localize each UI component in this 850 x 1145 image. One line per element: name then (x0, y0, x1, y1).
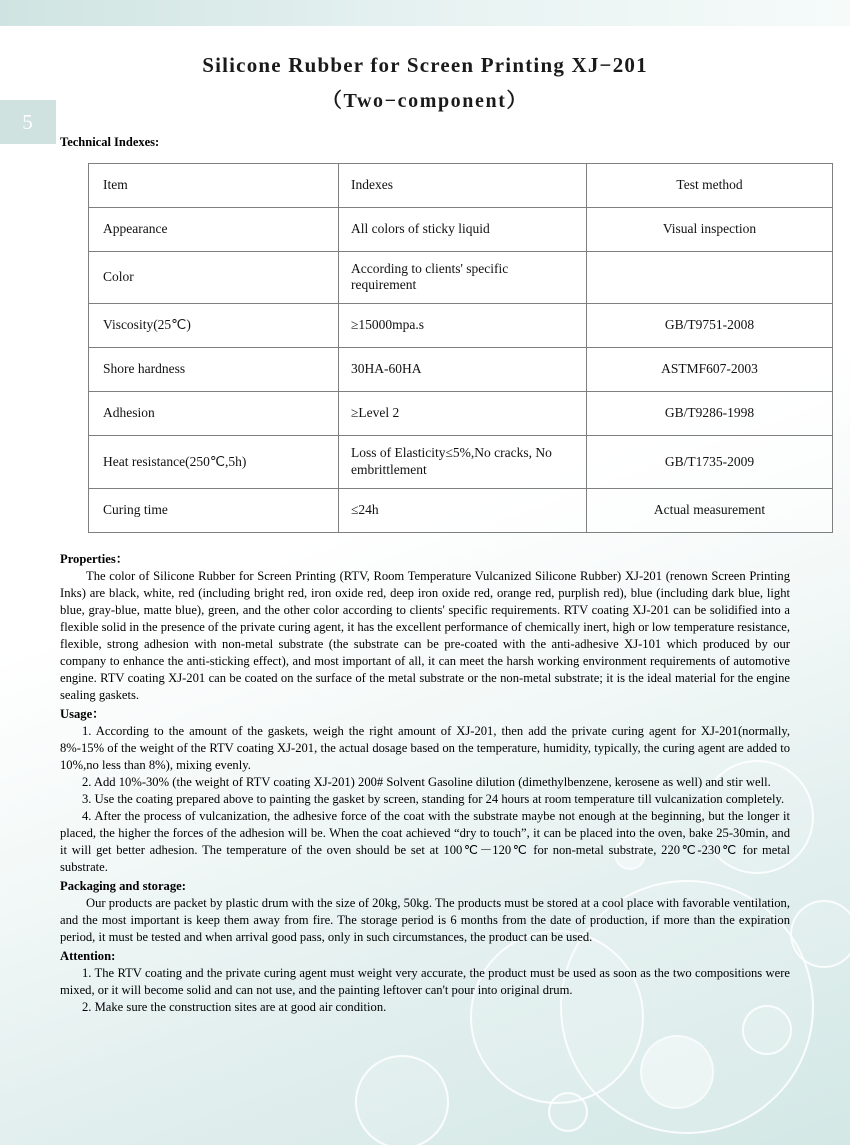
cell-index: ≥15000mpa.s (339, 304, 587, 348)
cell-test-method: ASTMF607-2003 (587, 348, 833, 392)
cell-test-method: GB/T9286-1998 (587, 392, 833, 436)
cell-index: All colors of sticky liquid (339, 207, 587, 251)
usage-item: 1. According to the amount of the gaskets, weigh the right amount of XJ-201, then add the private curing agent for XJ-201(normally, 8%-15% of the weight of the RTV coating XJ-201, the actual dosage based on the temperature, humidity, typically, the curing agent are added to 10%,no less than 8%), mixing evenly. (60, 724, 790, 772)
properties-label: Properties： (60, 552, 129, 566)
decorative-bubble (640, 1035, 714, 1109)
table-row (89, 207, 833, 251)
properties-text: The color of Silicone Rubber for Screen Printing (RTV, Room Temperature Vulcanized Silicone Rubber) XJ-201 (renown Screen Printing Inks) are black, white, red (including bright red, iron oxide red, deep iron oxide red, orange red, purplish red), blue (including dark blue, light blue, gray-blue, matte blue), green, and the other color according to clients' specific requirements. RTV coating XJ-201 can be solidified into a flexible solid in the presence of the private curing agent, it has the excellent performance of chemically inert, high or low temperature resistance, flexible, strong adhesion with non-metal substrate (the substrate can be pre-coated with the anti-adhesive XJ-101 which produced by our company to enhance the anti-sticking effect), and most important of all, it can meet the harsh working environment requirements of automotive engine. RTV coating XJ-201 can be coated on the surface of the metal substrate or the non-metal substrate; it is the ideal material for the engine sealing gaskets. (60, 569, 790, 702)
table-row (89, 436, 833, 489)
page-subtitle: （Two−component） (321, 89, 529, 112)
table-header-item: Item (89, 163, 339, 207)
cell-item: Adhesion (89, 392, 339, 436)
cell-test-method (587, 251, 833, 304)
technical-indexes-label: Technical Indexes: (60, 134, 160, 149)
technical-indexes-table (88, 163, 833, 534)
decorative-bubble (548, 1092, 588, 1132)
cell-item: Shore hardness (89, 348, 339, 392)
table-row (89, 489, 833, 533)
cell-item: Viscosity(25℃) (89, 304, 339, 348)
attention-label: Attention: (60, 949, 116, 963)
table-row (89, 392, 833, 436)
cell-index: According to clients' specific requirement (339, 251, 587, 304)
packaging-label: Packaging and storage: (60, 879, 186, 893)
cell-index: Loss of Elasticity≤5%,No cracks, No embrittlement (339, 436, 587, 489)
description-body (60, 551, 790, 1016)
usage-item: 2. Add 10%-30% (the weight of RTV coating XJ-201) 200# Solvent Gasoline dilution (dimethylbenzene, kerosene as well) and stir well. (82, 775, 771, 789)
table-row (89, 251, 833, 304)
cell-test-method: GB/T9751-2008 (587, 304, 833, 348)
cell-item: Color (89, 251, 339, 304)
cell-test-method: GB/T1735-2009 (587, 436, 833, 489)
cell-test-method: Visual inspection (587, 207, 833, 251)
attention-item: 1. The RTV coating and the private curing agent must weight very accurate, the product must be used as soon as the two compositions were mixed, or it will become solid and can not use, and the painting leftover can't pour into original drum. (60, 966, 790, 997)
cell-test-method: Actual measurement (587, 489, 833, 533)
table-header-row (89, 163, 833, 207)
table-header-indexes: Indexes (339, 163, 587, 207)
packaging-text: Our products are packet by plastic drum with the size of 20kg, 50kg. The products must be stored at a cool place with favorable ventilation, and the most important is keep them away from fire. The storage period is 6 months from the date of production, if more than the expiration period, it must be tested and when arrival good pass, only in such circumstances, the product can be used. (60, 896, 790, 944)
decorative-bubble (355, 1055, 449, 1145)
attention-item: 2. Make sure the construction sites are at good air condition. (82, 1000, 387, 1014)
table-header-test-method: Test method (587, 163, 833, 207)
usage-label: Usage： (60, 707, 105, 721)
cell-item: Curing time (89, 489, 339, 533)
cell-index: ≤24h (339, 489, 587, 533)
page-title: Silicone Rubber for Screen Printing XJ−201 (202, 53, 648, 77)
cell-item: Appearance (89, 207, 339, 251)
cell-index: ≥Level 2 (339, 392, 587, 436)
cell-item: Heat resistance(250℃,5h) (89, 436, 339, 489)
usage-item: 3. Use the coating prepared above to painting the gasket by screen, standing for 24 hours at room temperature till vulcanization completely. (82, 792, 785, 806)
cell-index: 30HA-60HA (339, 348, 587, 392)
table-row (89, 348, 833, 392)
page-number: 5 (22, 109, 34, 134)
usage-item: 4. After the process of vulcanization, the adhesive force of the coat with the substrate maybe not enough at the beginning, but the longer it placed, the higher the forces of the adhesion will be. When the coat achieved “dry to touch”, it can be placed into the oven, bake 25-30min, and it will get better adhesion. The temperature of the oven should be set at 100℃－120℃ for non-metal substrate, 220℃-230℃ for metal substrate. (60, 809, 790, 874)
table-row (89, 304, 833, 348)
